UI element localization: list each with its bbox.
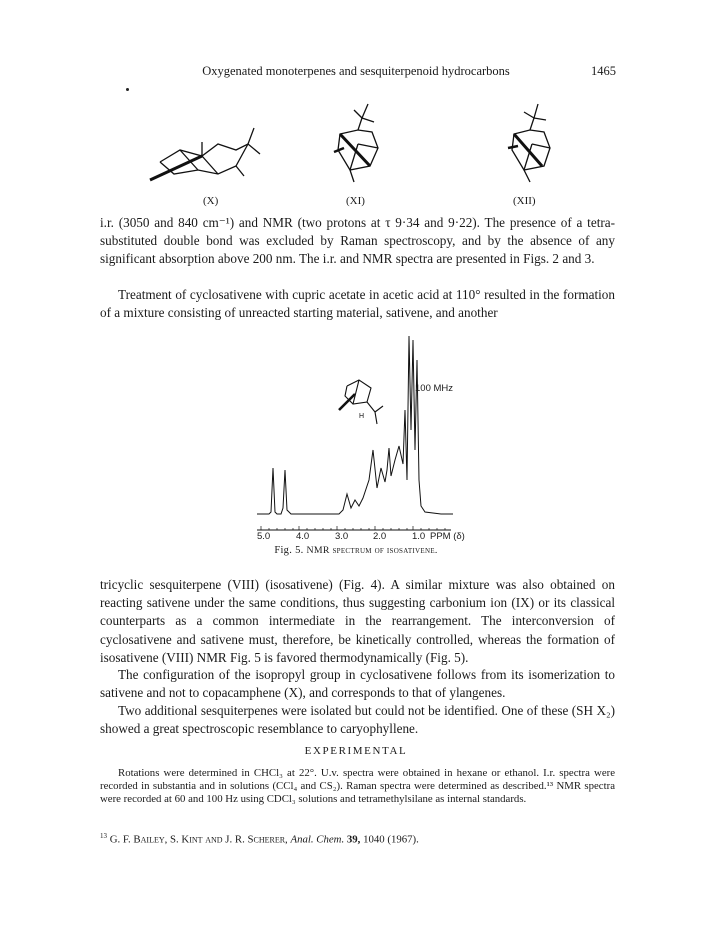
experimental-heading: EXPERIMENTAL bbox=[304, 745, 408, 757]
figure-caption bbox=[0, 545, 712, 556]
axis-unit-label: PPM (δ) bbox=[430, 531, 465, 542]
paragraph-treatment: Treatment of cyclosativene with cupric acetate in acetic acid at 110° resulted in the formation of a mixture consisting of unreacted starting material, sativene, and another bbox=[100, 287, 615, 321]
figure-caption-number: Fig. 5. bbox=[274, 545, 304, 556]
speck-mark bbox=[126, 88, 129, 91]
spectrum-axis-ticks bbox=[257, 531, 465, 545]
footnote-volume: 39, bbox=[346, 833, 361, 846]
figure-caption-text: NMR spectrum of isosativene. bbox=[306, 545, 438, 556]
structure-xii-drawing bbox=[494, 100, 574, 190]
structure-x-label: (X) bbox=[203, 195, 219, 207]
page-number: 1465 bbox=[591, 64, 616, 78]
paragraph-configuration: The configuration of the isopropyl group in cyclosativene follows from its isomerization to sativene and not to copacamphene (X), and corresponds to that of ylangenes. bbox=[100, 667, 615, 701]
paragraph-additional-sesquiterpenes: Two additional sesquiterpenes were isolated but could not be identified. One of these (SH X₂) showed a great spectroscopic resemblance to caryophyllene. bbox=[100, 703, 615, 737]
spectrometer-frequency-label: 100 MHz bbox=[415, 383, 454, 394]
tick-label: 1.0 bbox=[412, 531, 426, 542]
structure-xi-drawing bbox=[318, 100, 398, 190]
paragraph-isosativene: tricyclic sesquiterpene (VIII) (isosativene) (Fig. 4). A similar mixture was also obtained on reacting sativene under the same conditions, thus suggesting carbonium ion (IX) or its classical counterparts as a common intermediate in the rearrangement. The interconversion of cyclosativene and sativene must, therefore, be kinetically controlled, whereas the formation of isosativene (VIII) NMR Fig. 5 is favored thermodynamically (Fig. 5). bbox=[100, 577, 615, 665]
paragraph-ir-nmr: i.r. (3050 and 840 cm⁻¹) and NMR (two protons at τ 9·34 and 9·22). The presence of a tetra-substituted double bond was excluded by Raman spectroscopy, and by the absence of any significant absorption above 200 nm. The i.r. and NMR spectra are presented in Figs. 2 and 3. bbox=[100, 215, 615, 267]
structure-xi-label: (XI) bbox=[346, 195, 365, 207]
footnote bbox=[100, 832, 615, 846]
running-header-title: Oxygenated monoterpenes and sesquiterpenoid hydrocarbons bbox=[202, 64, 510, 78]
tick-label: 3.0 bbox=[335, 531, 349, 542]
footnote-journal: Anal. Chem. bbox=[290, 833, 345, 846]
experimental-paragraph: Rotations were determined in CHCl₃ at 22°. U.v. spectra were obtained in hexane or ethanol. I.r. spectra were recorded in substantia and in solutions (CCl₄ and CS₂). Raman spectra were determined as described.¹³ NMR spectra were recorded at 60 and 100 Hz using CDCl₃ solutions and tetramethylsilane as internal standards. bbox=[100, 767, 615, 806]
footnote-marker: 13 bbox=[100, 832, 107, 840]
svg-text:H: H bbox=[359, 413, 365, 420]
tick-label: 5.0 bbox=[257, 531, 271, 542]
tick-label: 4.0 bbox=[296, 531, 310, 542]
footnote-pages: 1040 (1967). bbox=[363, 833, 419, 846]
nmr-spectrum-figure bbox=[255, 330, 455, 540]
footnote-authors: G. F. Bailey, S. Kint and J. R. Scherer, bbox=[109, 833, 288, 846]
tick-label: 2.0 bbox=[373, 531, 387, 542]
structure-x-drawing bbox=[140, 120, 280, 190]
structure-xii-label: (XII) bbox=[513, 195, 536, 207]
